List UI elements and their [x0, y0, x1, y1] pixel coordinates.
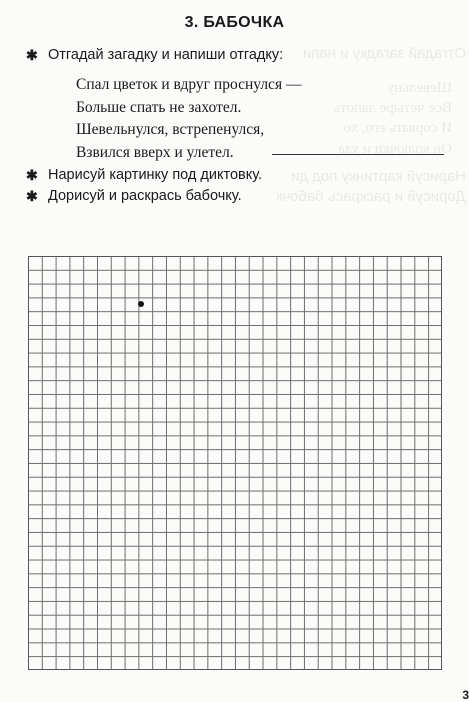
- poem-line: Больше спать не захотел.: [76, 98, 242, 116]
- task-riddle: [26, 46, 283, 64]
- task-color-text: Дорисуй и раскрась бабочку.: [48, 188, 242, 204]
- page-number: 3: [462, 688, 469, 702]
- bleed-line: Нарисуй картинку под ди: [291, 168, 466, 185]
- drawing-grid[interactable]: [28, 256, 442, 670]
- task-dictation-text: Нарисуй картинку под диктовку.: [48, 167, 263, 183]
- page-title: 3. БАБОЧКА: [184, 14, 285, 31]
- bleed-line: Дорисуй и раскрась бабочк: [276, 188, 466, 205]
- task-color: [26, 187, 242, 205]
- bleed-line: Шевельну: [386, 80, 452, 96]
- task-riddle-text: Отгадай загадку и напиши отгадку:: [48, 47, 284, 63]
- start-dot: [138, 301, 144, 307]
- bleed-line: Все четыре лапоть: [333, 100, 452, 116]
- asterisk-icon: ✱: [26, 188, 38, 204]
- task-dictation: [26, 166, 262, 184]
- poem-line: Спал цветок и вдруг проснулся —: [76, 76, 302, 93]
- poem-line: Шевельнулся, встрепенулся,: [76, 121, 265, 139]
- bleed-line: И сорвать его, хо: [343, 120, 452, 136]
- answer-line[interactable]: [272, 154, 444, 155]
- asterisk-icon: ✱: [26, 47, 38, 63]
- poem-line: Взвился вверх и улетел.: [76, 143, 234, 161]
- asterisk-icon: ✱: [26, 167, 38, 183]
- bleed-line: Отгадай загадку и напи: [302, 45, 466, 62]
- bleed-line: Он колючки и уда: [338, 141, 452, 157]
- riddle-poem: [76, 74, 301, 164]
